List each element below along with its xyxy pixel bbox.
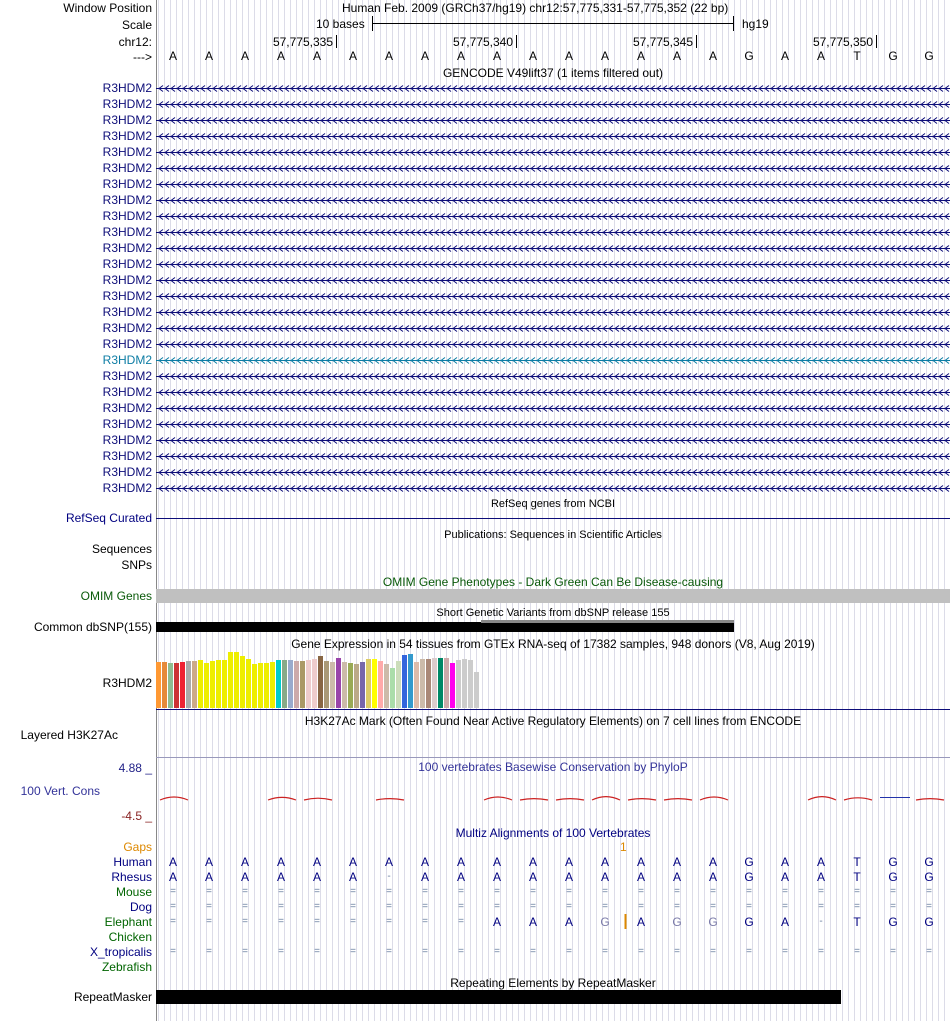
gtex-tissue-bar: [300, 661, 305, 708]
scale-label: Scale: [121, 18, 152, 32]
gtex-tissue-bar: [432, 658, 437, 708]
alignment-base: G: [744, 855, 754, 869]
position-label: 57,775,340: [452, 35, 513, 49]
alignment-base: -: [387, 871, 391, 882]
alignment-base: =: [926, 946, 932, 957]
alignment-base: A: [636, 870, 645, 884]
publications-sequences-label[interactable]: Sequences: [91, 542, 152, 556]
gtex-tissue-bar: [462, 659, 467, 708]
gtex-tissue-bar: [360, 662, 365, 708]
alignment-base: A: [564, 855, 573, 869]
window-position-label: Window Position: [63, 1, 152, 15]
gtex-tissue-bar: [294, 661, 299, 708]
alignment-base: =: [710, 946, 716, 957]
chrom-label: chr12:: [118, 35, 152, 49]
gtex-tissue-bar: [372, 659, 377, 708]
gtex-tissue-bar: [366, 659, 371, 708]
gencode-transcript-label[interactable]: R3HDM2: [102, 273, 152, 287]
base-letter[interactable]: A: [492, 49, 501, 63]
alignment-base: A: [528, 915, 537, 929]
alignment-base: =: [458, 946, 464, 957]
repeatmasker-track-title[interactable]: Repeating Elements by RepeatMasker: [450, 976, 656, 990]
gencode-transcript-label[interactable]: R3HDM2: [102, 305, 152, 319]
species-label[interactable]: Rhesus: [111, 870, 152, 884]
alignment-base: A: [528, 870, 537, 884]
gtex-tissue-bar: [390, 668, 395, 708]
gencode-track-title[interactable]: GENCODE V49lift37 (1 items filtered out): [442, 66, 664, 80]
alignment-base: =: [530, 901, 536, 912]
gtex-tissue-bar: [246, 659, 251, 708]
base-letter[interactable]: A: [672, 49, 681, 63]
gtex-tissue-bar: [192, 661, 197, 708]
alignment-base: =: [566, 886, 572, 897]
phylop-max-label: 4.88 _: [118, 761, 152, 775]
dbsnp-track-title[interactable]: Short Genetic Variants from dbSNP release 155: [436, 607, 670, 619]
alignment-base: =: [602, 946, 608, 957]
alignment-base: =: [854, 886, 860, 897]
alignment-base: =: [638, 886, 644, 897]
gtex-tissue-bar: [468, 660, 473, 708]
alignment-base: =: [890, 901, 896, 912]
gtex-tissue-bar: [240, 656, 245, 708]
alignment-base: A: [708, 855, 717, 869]
gap-count: 1: [620, 840, 627, 854]
alignment-base: G: [888, 915, 898, 929]
base-letter[interactable]: G: [924, 49, 934, 63]
base-letter[interactable]: A: [384, 49, 393, 63]
gtex-tissue-bar: [306, 660, 311, 708]
alignment-base: G: [924, 870, 934, 884]
gtex-tissue-bar: [324, 661, 329, 708]
gtex-tissue-bar: [474, 672, 479, 708]
alignment-base: =: [278, 946, 284, 957]
alignment-base: =: [782, 901, 788, 912]
species-label[interactable]: Mouse: [115, 885, 152, 899]
alignment-base: =: [314, 946, 320, 957]
alignment-base: A: [636, 915, 645, 929]
alignment-base: =: [494, 901, 500, 912]
gtex-tissue-bar: [186, 661, 191, 708]
assembly-label: hg19: [742, 17, 769, 31]
alignment-base: A: [816, 870, 825, 884]
alignment-base: =: [710, 886, 716, 897]
gtex-tissue-bar: [252, 664, 257, 708]
alignment-base: =: [818, 901, 824, 912]
alignment-base: T: [853, 915, 861, 929]
gtex-tissue-bar: [408, 654, 413, 708]
alignment-base: =: [386, 901, 392, 912]
alignment-base: =: [566, 901, 572, 912]
alignment-base: A: [168, 855, 177, 869]
gtex-tissue-bar: [228, 652, 233, 708]
base-letter[interactable]: A: [528, 49, 537, 63]
phylop-score-mark: [556, 799, 584, 800]
alignment-base: =: [746, 901, 752, 912]
gencode-transcript-label[interactable]: R3HDM2: [102, 241, 152, 255]
gencode-transcript-label[interactable]: R3HDM2: [102, 225, 152, 239]
gtex-tissue-bar: [156, 662, 161, 708]
alignment-base: G: [888, 870, 898, 884]
alignment-base: A: [816, 855, 825, 869]
base-letter[interactable]: A: [600, 49, 609, 63]
alignment-base: A: [672, 870, 681, 884]
gencode-transcript-label[interactable]: R3HDM2: [102, 161, 152, 175]
alignment-base: =: [638, 901, 644, 912]
gencode-transcript-label[interactable]: R3HDM2: [102, 177, 152, 191]
alignment-base: =: [170, 901, 176, 912]
alignment-base: A: [204, 870, 213, 884]
gaps-label: Gaps: [123, 840, 152, 854]
gencode-transcript-label[interactable]: R3HDM2: [102, 145, 152, 159]
publications-snps-label[interactable]: SNPs: [121, 558, 152, 572]
alignment-base: =: [638, 946, 644, 957]
alignment-base: =: [674, 886, 680, 897]
phylop-score-mark: [628, 799, 656, 800]
alignment-base: A: [348, 870, 357, 884]
phylop-track-label[interactable]: 100 Vert. Cons: [20, 784, 100, 798]
alignment-base: =: [206, 916, 212, 927]
gencode-transcript-label[interactable]: R3HDM2: [102, 353, 152, 367]
base-letter[interactable]: T: [853, 49, 861, 63]
species-label[interactable]: Elephant: [104, 915, 152, 929]
alignment-base: G: [744, 915, 754, 929]
refseq-track-title[interactable]: RefSeq genes from NCBI: [490, 498, 616, 510]
base-letter[interactable]: A: [240, 49, 249, 63]
gencode-transcript-label[interactable]: R3HDM2: [102, 433, 152, 447]
gencode-transcript-label[interactable]: R3HDM2: [102, 129, 152, 143]
scale-text: 10 bases: [316, 17, 365, 31]
alignment-base: =: [746, 946, 752, 957]
h3k27ac-track-title[interactable]: H3K27Ac Mark (Often Found Near Active Regulatory Elements) on 7 cell lines from ENCODE: [304, 714, 802, 728]
base-letter[interactable]: A: [816, 49, 825, 63]
alignment-base: A: [312, 870, 321, 884]
base-letter[interactable]: A: [420, 49, 429, 63]
gtex-tissue-bar: [234, 652, 239, 708]
alignment-base: =: [350, 886, 356, 897]
gencode-transcript-label[interactable]: R3HDM2: [102, 481, 152, 495]
alignment-base: A: [600, 870, 609, 884]
gencode-transcript-label[interactable]: R3HDM2: [102, 113, 152, 127]
alignment-base: =: [422, 886, 428, 897]
alignment-base: =: [206, 946, 212, 957]
species-label[interactable]: Dog: [129, 900, 152, 914]
gtex-tissue-bar: [336, 658, 341, 708]
alignment-base: G: [672, 915, 682, 929]
alignment-base: =: [494, 946, 500, 957]
phylop-score-mark: [664, 799, 692, 800]
alignment-base: A: [420, 855, 429, 869]
alignment-base: =: [818, 946, 824, 957]
alignment-base: G: [744, 870, 754, 884]
alignment-base: A: [672, 855, 681, 869]
dbsnp-bar: [156, 622, 734, 632]
gtex-tissue-bar: [258, 663, 263, 708]
alignment-base: A: [780, 915, 789, 929]
alignment-base: =: [674, 946, 680, 957]
alignment-base: A: [204, 855, 213, 869]
gtex-tissue-bar: [396, 661, 401, 708]
alignment-base: A: [600, 855, 609, 869]
alignment-base: A: [276, 870, 285, 884]
alignment-base: A: [564, 915, 573, 929]
gencode-transcript-label[interactable]: R3HDM2: [102, 193, 152, 207]
alignment-base: A: [348, 855, 357, 869]
gtex-tissue-bar: [444, 658, 449, 708]
phylop-min-label: -4.5 _: [121, 809, 152, 823]
alignment-base: T: [853, 855, 861, 869]
gtex-tissue-bar: [174, 663, 179, 708]
alignment-base: =: [422, 901, 428, 912]
gtex-tissue-bar: [198, 660, 203, 708]
gtex-tissue-bar: [330, 662, 335, 708]
alignment-base: G: [708, 915, 718, 929]
alignment-base: =: [350, 901, 356, 912]
alignment-base: =: [350, 946, 356, 957]
position-label: 57,775,345: [632, 35, 693, 49]
phylop-score-mark: [916, 799, 944, 800]
gtex-tissue-bar: [402, 655, 407, 708]
alignment-base: A: [492, 855, 501, 869]
base-letter[interactable]: A: [708, 49, 717, 63]
alignment-base: =: [242, 886, 248, 897]
gencode-transcript-label[interactable]: R3HDM2: [102, 337, 152, 351]
alignment-base: =: [530, 886, 536, 897]
gencode-transcript-label[interactable]: R3HDM2: [102, 209, 152, 223]
alignment-base: =: [278, 901, 284, 912]
gtex-tissue-bar: [342, 662, 347, 708]
gencode-transcript-label[interactable]: R3HDM2: [102, 385, 152, 399]
multiz-track-title[interactable]: Multiz Alignments of 100 Vertebrates: [455, 826, 651, 840]
base-letter[interactable]: A: [348, 49, 357, 63]
alignment-base: =: [530, 946, 536, 957]
alignment-base: =: [242, 916, 248, 927]
strand-label: --->: [133, 50, 152, 64]
window-position-value: Human Feb. 2009 (GRCh37/hg19) chr12:57,775,331-57,775,352 (22 bp): [342, 1, 729, 15]
alignment-base: A: [168, 870, 177, 884]
gtex-tissue-bar: [426, 659, 431, 708]
alignment-base: =: [458, 886, 464, 897]
alignment-base: =: [278, 916, 284, 927]
species-label[interactable]: Chicken: [108, 930, 152, 944]
alignment-base: A: [312, 855, 321, 869]
alignment-base: =: [386, 946, 392, 957]
alignment-base: =: [458, 901, 464, 912]
gtex-tissue-bar: [180, 662, 185, 708]
alignment-base: =: [818, 886, 824, 897]
alignment-base: =: [746, 886, 752, 897]
alignment-base: A: [456, 870, 465, 884]
publications-track-title[interactable]: Publications: Sequences in Scientific Articles: [444, 529, 662, 541]
gtex-tissue-bar: [264, 663, 269, 708]
alignment-base: G: [600, 915, 610, 929]
alignment-base: T: [853, 870, 861, 884]
alignment-base: =: [890, 886, 896, 897]
alignment-base: =: [386, 916, 392, 927]
gtex-tissue-bar: [438, 658, 443, 708]
alignment-base: =: [350, 916, 356, 927]
gtex-tissue-bar: [318, 656, 323, 708]
gtex-track-label[interactable]: R3HDM2: [102, 676, 152, 690]
alignment-base: =: [926, 901, 932, 912]
h3k27ac-track-label[interactable]: Layered H3K27Ac: [20, 728, 118, 742]
position-label: 57,775,335: [272, 35, 333, 49]
base-letter[interactable]: A: [276, 49, 285, 63]
alignment-base: =: [926, 886, 932, 897]
alignment-base: =: [278, 886, 284, 897]
alignment-base: =: [458, 916, 464, 927]
alignment-base: G: [924, 915, 934, 929]
alignment-base: A: [528, 855, 537, 869]
gencode-transcript-label[interactable]: R3HDM2: [102, 465, 152, 479]
alignment-base: A: [456, 855, 465, 869]
gtex-tissue-bar: [354, 664, 359, 708]
gencode-transcript-label[interactable]: R3HDM2: [102, 97, 152, 111]
alignment-base: A: [240, 870, 249, 884]
alignment-base: A: [384, 855, 393, 869]
alignment-base: =: [782, 946, 788, 957]
alignment-base: A: [276, 855, 285, 869]
gtex-tissue-bar: [168, 663, 173, 708]
alignment-base: A: [240, 855, 249, 869]
gtex-tissue-bar: [414, 662, 419, 708]
alignment-base: =: [422, 946, 428, 957]
alignment-base: =: [890, 946, 896, 957]
alignment-base: =: [206, 901, 212, 912]
alignment-base: =: [170, 886, 176, 897]
alignment-base: A: [780, 870, 789, 884]
alignment-base: =: [242, 946, 248, 957]
alignment-base: =: [242, 901, 248, 912]
gencode-transcript-label[interactable]: R3HDM2: [102, 81, 152, 95]
phylop-score-mark: [376, 799, 404, 800]
base-letter[interactable]: G: [888, 49, 898, 63]
gencode-transcript-label[interactable]: R3HDM2: [102, 449, 152, 463]
alignment-base: =: [314, 901, 320, 912]
omim-track-label[interactable]: OMIM Genes: [80, 589, 152, 603]
gencode-transcript-label[interactable]: R3HDM2: [102, 401, 152, 415]
alignment-base: A: [636, 855, 645, 869]
alignment-base: =: [314, 886, 320, 897]
alignment-base: =: [674, 901, 680, 912]
base-letter[interactable]: A: [312, 49, 321, 63]
gtex-tissue-bar: [288, 660, 293, 708]
alignment-base: =: [566, 946, 572, 957]
phylop-track-title[interactable]: 100 vertebrates Basewise Conservation by PhyloP: [418, 760, 688, 774]
alignment-base: =: [206, 886, 212, 897]
alignment-base: G: [924, 855, 934, 869]
alignment-base: =: [314, 916, 320, 927]
base-letter[interactable]: A: [636, 49, 645, 63]
phylop-score-mark: [520, 799, 548, 800]
gtex-tissue-bar: [282, 660, 287, 708]
alignment-base: =: [602, 901, 608, 912]
alignment-base: =: [854, 946, 860, 957]
omim-bar: [156, 589, 950, 603]
alignment-base: =: [386, 886, 392, 897]
gtex-tissue-bar: [204, 663, 209, 708]
base-letter[interactable]: A: [456, 49, 465, 63]
base-letter[interactable]: G: [744, 49, 754, 63]
gtex-tissue-bar: [222, 660, 227, 708]
alignment-base: A: [420, 870, 429, 884]
alignment-base: G: [888, 855, 898, 869]
gtex-tissue-bar: [420, 659, 425, 708]
gtex-tissue-bar: [312, 659, 317, 708]
gtex-tissue-bar: [450, 663, 455, 708]
gtex-tissue-bar: [270, 662, 275, 708]
gencode-transcript-label[interactable]: R3HDM2: [102, 369, 152, 383]
alignment-base: A: [780, 855, 789, 869]
repeatmasker-track-label[interactable]: RepeatMasker: [73, 990, 152, 1004]
alignment-base: A: [564, 870, 573, 884]
position-label: 57,775,350: [812, 35, 873, 49]
alignment-base: A: [492, 870, 501, 884]
alignment-base: A: [708, 870, 717, 884]
alignment-base: =: [782, 886, 788, 897]
base-letter[interactable]: A: [204, 49, 213, 63]
species-label[interactable]: Zebrafish: [101, 960, 152, 974]
gtex-tissue-bar: [384, 664, 389, 708]
dbsnp-track-label[interactable]: Common dbSNP(155): [33, 620, 152, 634]
alignment-base: =: [494, 886, 500, 897]
alignment-base: =: [710, 901, 716, 912]
gtex-tissue-bar: [456, 660, 461, 708]
species-label[interactable]: Human: [113, 855, 152, 869]
gtex-tissue-bar: [276, 660, 281, 708]
alignment-base: =: [422, 916, 428, 927]
gtex-tissue-bar: [348, 663, 353, 708]
gtex-track-title[interactable]: Gene Expression in 54 tissues from GTEx RNA-seq of 17382 samples, 948 donors (V8, Aug 2019): [291, 637, 815, 651]
dbsnp-bar-overlap: [481, 620, 734, 623]
alignment-base: -: [819, 916, 823, 927]
alignment-base: =: [854, 901, 860, 912]
gtex-tissue-bar: [216, 660, 221, 708]
repeatmasker-bar: [156, 990, 841, 1004]
refseq-track-label[interactable]: RefSeq Curated: [65, 511, 152, 525]
base-letter[interactable]: A: [564, 49, 573, 63]
omim-track-title[interactable]: OMIM Gene Phenotypes - Dark Green Can Be Disease-causing: [382, 575, 724, 589]
gtex-tissue-bar: [162, 662, 167, 708]
gencode-transcript-label[interactable]: R3HDM2: [102, 257, 152, 271]
alignment-base: =: [170, 946, 176, 957]
species-label[interactable]: X_tropicalis: [89, 945, 152, 959]
alignment-base: =: [170, 916, 176, 927]
gtex-tissue-bar: [210, 661, 215, 708]
gtex-tissue-bar: [378, 661, 383, 708]
alignment-base: A: [492, 915, 501, 929]
gencode-transcript-label[interactable]: R3HDM2: [102, 417, 152, 431]
alignment-base: =: [602, 886, 608, 897]
base-letter[interactable]: A: [780, 49, 789, 63]
gencode-transcript-label[interactable]: R3HDM2: [102, 321, 152, 335]
gencode-transcript-label[interactable]: R3HDM2: [102, 289, 152, 303]
base-letter[interactable]: A: [168, 49, 177, 63]
